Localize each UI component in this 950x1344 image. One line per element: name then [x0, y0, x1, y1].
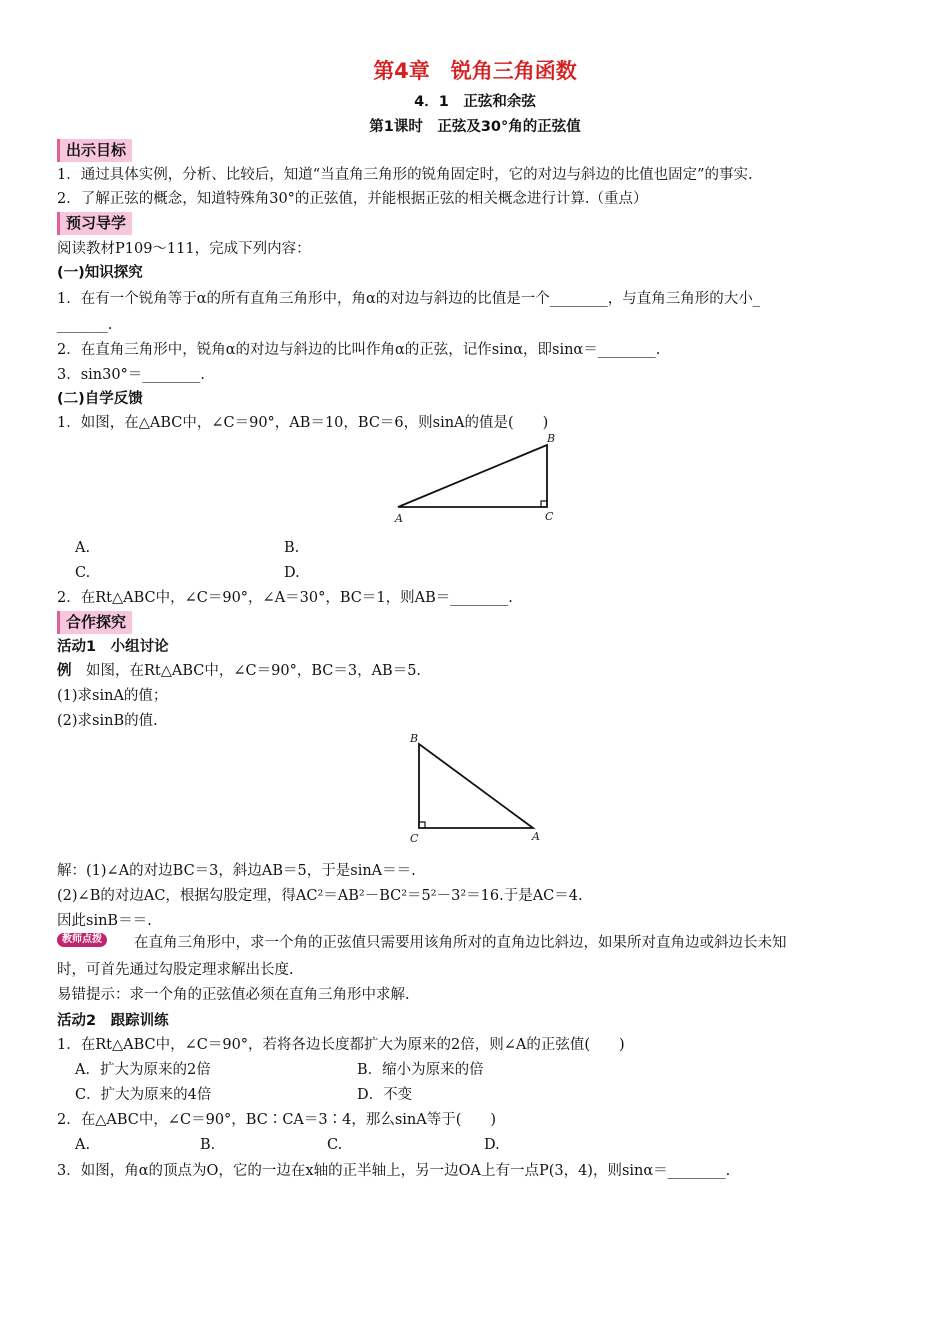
triangle-abc-1: [398, 445, 547, 507]
training-question-3: 3．如图，角α的顶点为O，它的一边在x轴的正半轴上，另一边OA上有一点P(3，4)，则sinα＝________.: [57, 1163, 731, 1179]
knowledge-item-2: 2．在直角三角形中，锐角α的对边与斜边的比叫作角α的正弦，记作sinα，即sinα＝________.: [57, 342, 661, 358]
triangle-abc-2: [419, 744, 533, 828]
t1-option-b: B．缩小为原来的倍: [357, 1062, 484, 1078]
self-study-question-2: 2．在Rt△ABC中，∠C＝90°，∠A＝30°，BC＝1，则AB＝________.: [57, 590, 513, 606]
example-part-2: (2)求sinB的值.: [57, 713, 158, 729]
triangle-figure-1: [390, 430, 565, 530]
training-question-2: 2．在△ABC中，∠C＝90°，BC∶CA＝3∶4，那么sinA等于( ): [57, 1112, 497, 1128]
chapter-title: 第4章 锐角三角函数: [373, 59, 577, 83]
preview-banner: 预习导学: [57, 212, 132, 235]
teacher-tip-badge: 教师点拨: [57, 933, 107, 947]
training-question-1: 1．在Rt△ABC中，∠C＝90°，若将各边长度都扩大为原来的2倍，则∠A的正弦值( ): [57, 1037, 625, 1053]
solution-line-2: (2)∠B的对边AC，根据勾股定理，得AC²＝AB²－BC²＝5²－3²＝16.于是AC＝4.: [57, 888, 583, 904]
q1-option-b: B.: [284, 540, 300, 556]
example-tag: 例: [57, 663, 72, 679]
example-statement: [57, 662, 421, 680]
vertex-label-a: A: [395, 512, 403, 525]
activity-2-heading: 活动2 跟踪训练: [57, 1013, 169, 1029]
q1-option-a: A.: [75, 540, 91, 556]
solution-line-3: 因此sinB＝＝.: [57, 913, 152, 929]
self-study-question-1: 1．如图，在△ABC中，∠C＝90°，AB＝10，BC＝6，则sinA的值是( ): [57, 415, 549, 431]
q1-option-d: D.: [284, 565, 300, 581]
example-part-1: (1)求sinA的值；: [57, 688, 168, 704]
triangle-figure-2: [405, 728, 555, 848]
t1-option-c: C．扩大为原来的4倍: [75, 1087, 212, 1103]
knowledge-item-1: 1．在有一个锐角等于α的所有直角三角形中，角α的对边与斜边的比值是一个________，与直角三角形的大小_: [57, 291, 761, 307]
lesson-title: 第1课时 正弦及30°角的正弦值: [369, 119, 581, 135]
vertex-label-c: C: [545, 510, 554, 523]
t2-option-d: D.: [484, 1137, 500, 1153]
activity-1-heading: 活动1 小组讨论: [57, 639, 169, 655]
error-warning: 易错提示：求一个角的正弦值必须在直角三角形中求解.: [57, 987, 410, 1003]
q1-option-c: C.: [75, 565, 91, 581]
goal-item-1: 1．通过具体实例，分析、比较后，知道“当直角三角形的锐角固定时，它的对边与斜边的比值也固定”的事实.: [57, 167, 753, 183]
vertex-label-b-2: B: [410, 732, 419, 745]
knowledge-item-1-cont: _______.: [57, 317, 113, 333]
example-text: 如图，在Rt△ABC中，∠C＝90°，BC＝3，AB＝5.: [71, 663, 422, 679]
t2-option-a: A.: [75, 1137, 91, 1153]
preview-intro: 阅读教材P109～111，完成下列内容：: [57, 241, 311, 257]
goal-item-2: 2．了解正弦的概念，知道特殊角30°的正弦值，并能根据正弦的相关概念进行计算.（重点）: [57, 191, 648, 207]
t1-option-a: A．扩大为原来的2倍: [75, 1062, 211, 1078]
self-study-heading: (二)自学反馈: [57, 391, 143, 407]
coop-banner: 合作探究: [57, 611, 132, 634]
knowledge-item-3: 3．sin30°＝________.: [57, 367, 205, 383]
t2-option-b: B.: [200, 1137, 216, 1153]
vertex-label-a-2: A: [532, 830, 540, 843]
vertex-label-c-2: C: [410, 832, 419, 845]
t1-option-d: D．不变: [357, 1087, 413, 1103]
knowledge-heading: (一)知识探究: [57, 265, 143, 281]
section-title: 4．1 正弦和余弦: [414, 94, 536, 110]
goals-banner: 出示目标: [57, 139, 132, 162]
teacher-tip-line-2: 时，可首先通过勾股定理求解出长度.: [57, 962, 294, 978]
solution-line-1: 解：(1)∠A的对边BC＝3，斜边AB＝5，于是sinA＝＝.: [57, 863, 416, 879]
vertex-label-b: B: [547, 432, 556, 445]
t2-option-c: C.: [327, 1137, 343, 1153]
teacher-tip-line-1: 在直角三角形中，求一个角的正弦值只需要用该角所对的直角边比斜边，如果所对直角边或斜边长未知: [134, 935, 787, 951]
